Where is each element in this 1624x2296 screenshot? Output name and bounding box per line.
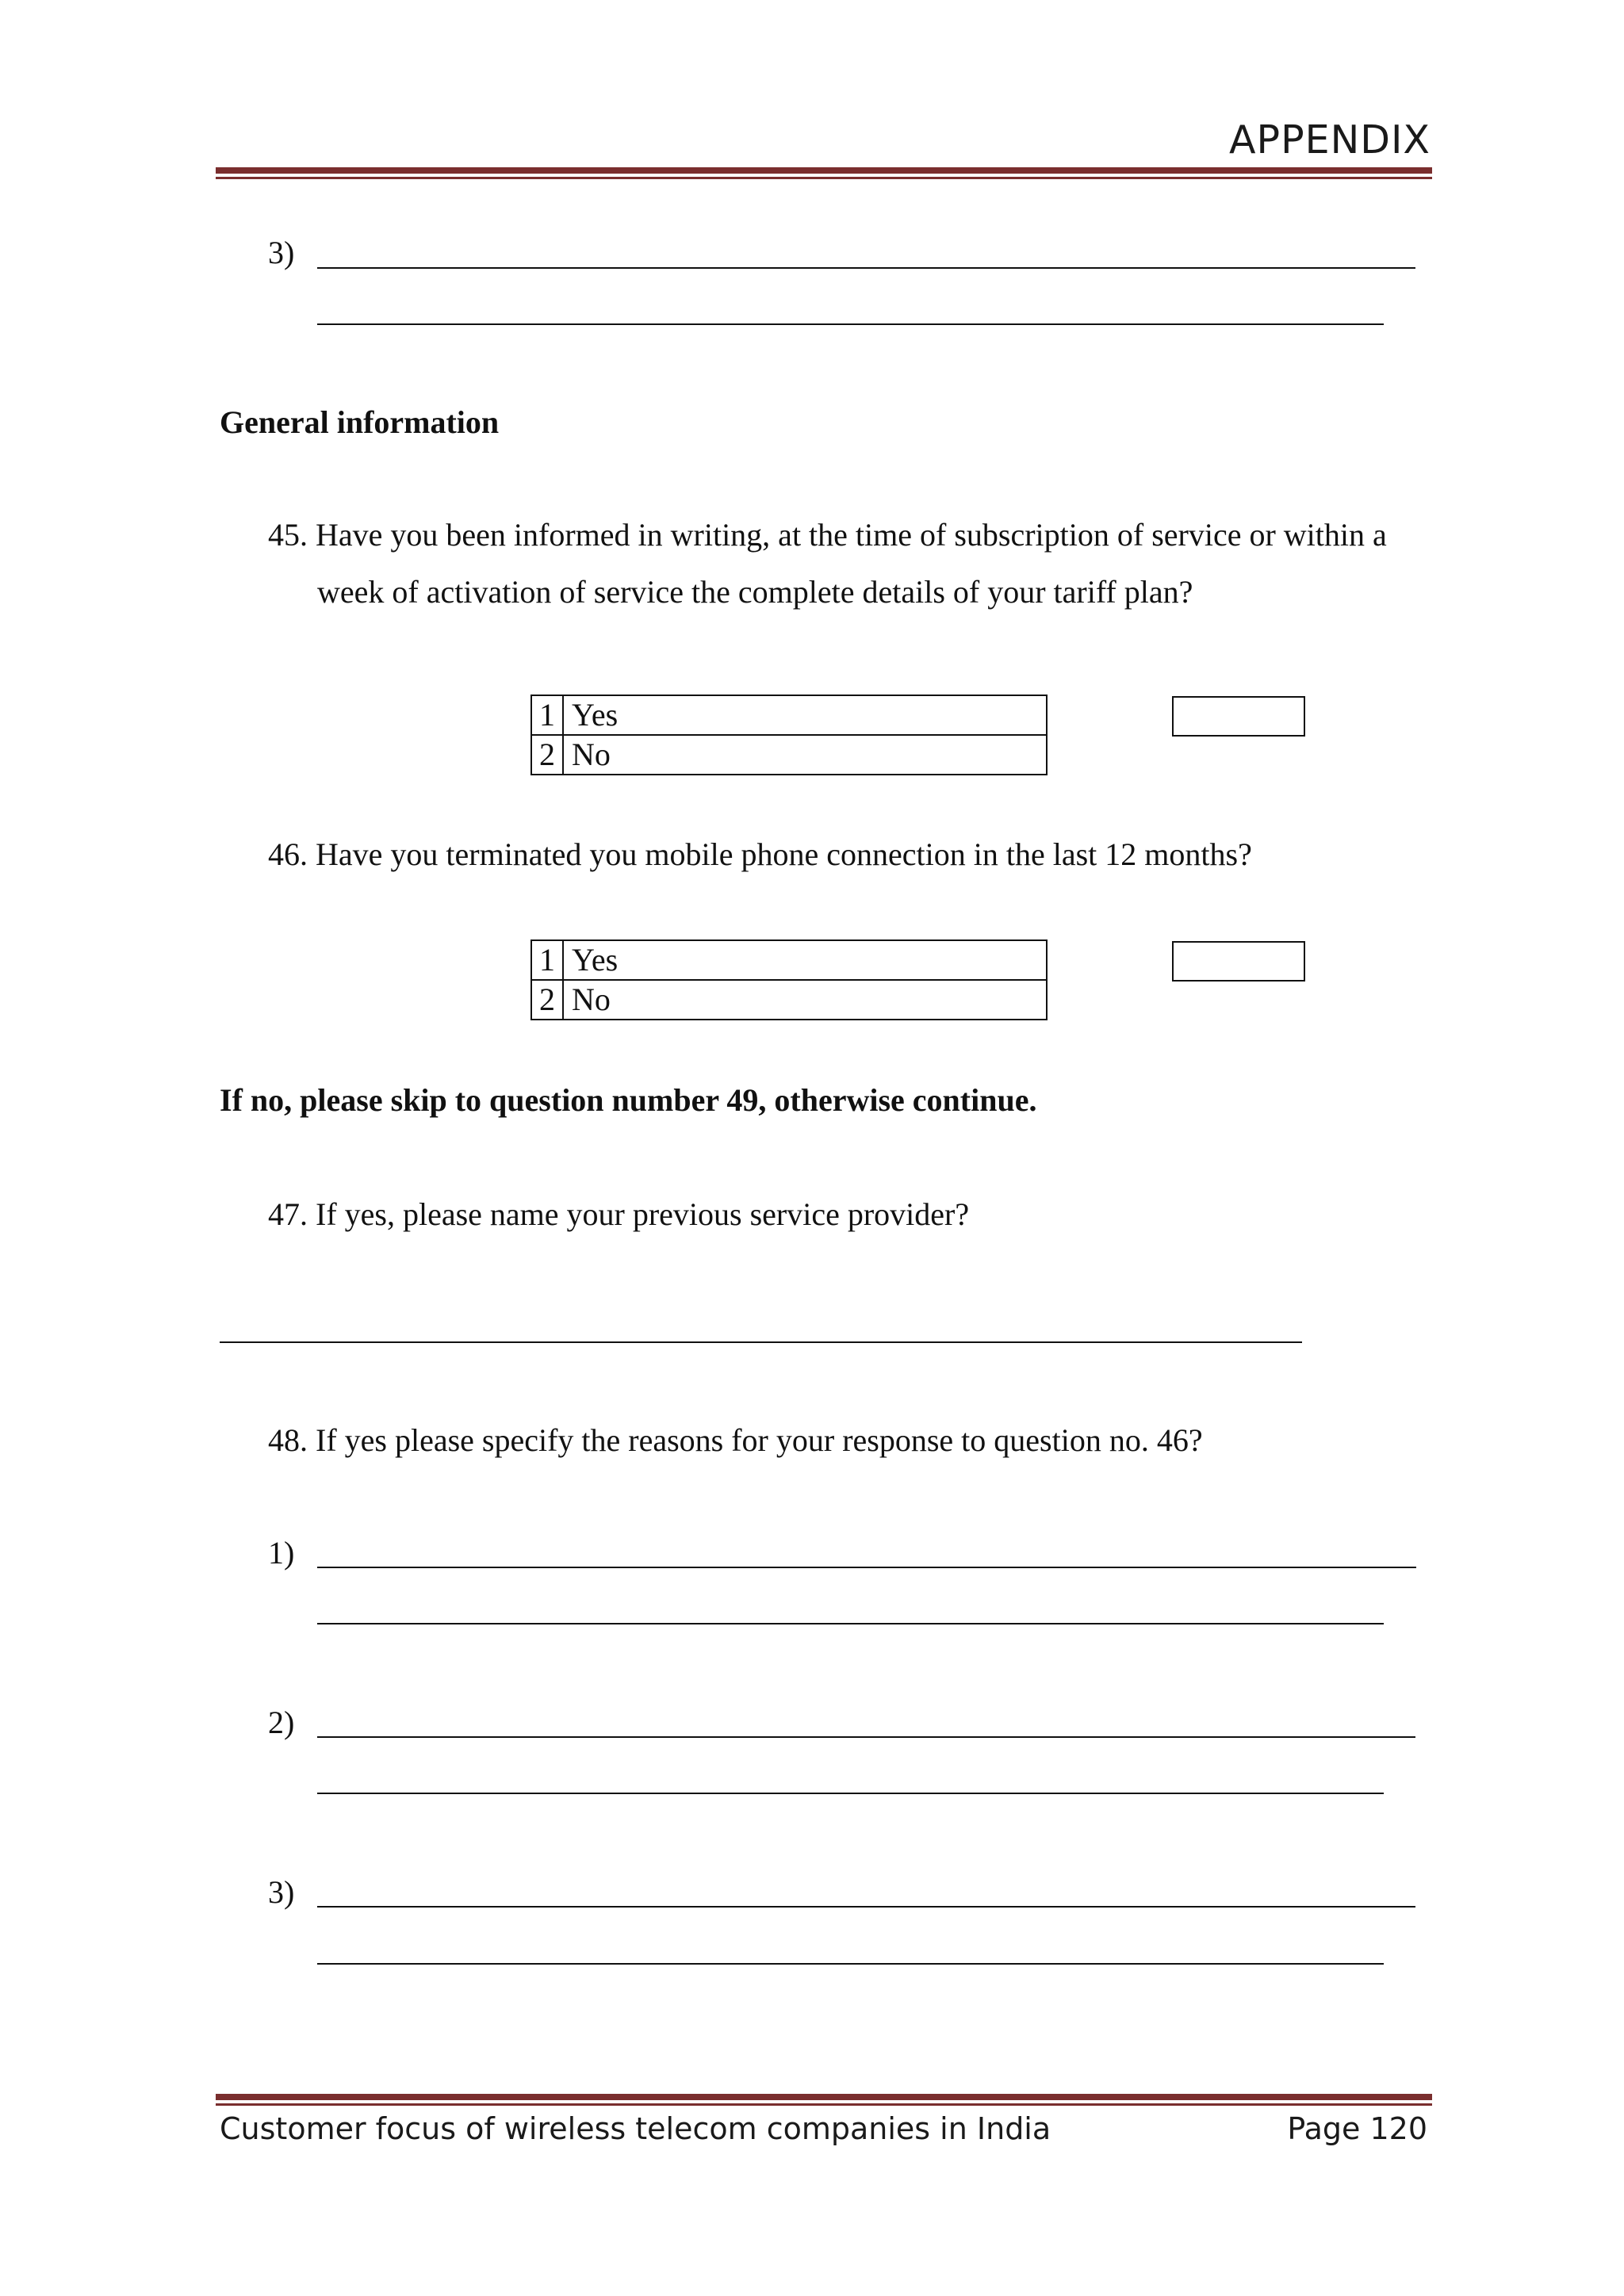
reason-answer-line[interactable] [317, 1906, 1415, 1908]
question-45-line-1: 45. Have you been informed in writing, at the time of subscription of service or within a [268, 517, 1387, 553]
reason-answer-line[interactable] [317, 1963, 1384, 1965]
question-46-text: 46. Have you terminated you mobile phone connection in the last 12 months? [268, 836, 1252, 872]
option-number: 1 [531, 695, 563, 735]
question-47-answer-line[interactable] [220, 1341, 1302, 1343]
option-label: No [563, 980, 1047, 1020]
question-46-answer-box[interactable] [1172, 941, 1305, 982]
question-46-options-table [530, 939, 1048, 1020]
option-row[interactable] [531, 695, 1047, 735]
question-48-text: 48. If yes please specify the reasons for your response to question no. 46? [268, 1422, 1203, 1458]
reason-item-number: 1) [268, 1535, 295, 1571]
footer-rule [216, 2094, 1432, 2100]
question-45-answer-box[interactable] [1172, 696, 1305, 737]
header-rule-thin [216, 177, 1432, 179]
option-label: Yes [563, 695, 1047, 735]
header-rule [216, 167, 1432, 174]
question-45-line-2: week of activation of service the complete details of your tariff plan? [317, 574, 1193, 610]
prev-item-number: 3) [268, 235, 295, 270]
footer-rule-thin [216, 2103, 1432, 2106]
answer-line[interactable] [317, 323, 1384, 325]
reason-answer-line[interactable] [317, 1793, 1384, 1794]
section-heading: General information [220, 404, 500, 440]
option-row[interactable] [531, 980, 1047, 1020]
skip-instruction: If no, please skip to question number 49, otherwise continue. [220, 1082, 1037, 1118]
reason-answer-line[interactable] [317, 1736, 1415, 1738]
option-number: 2 [531, 980, 563, 1020]
footer-page-number: Page 120 [1287, 2111, 1427, 2146]
reason-answer-line[interactable] [317, 1623, 1384, 1624]
reason-item-number: 2) [268, 1705, 295, 1740]
option-label: No [563, 735, 1047, 775]
option-row[interactable] [531, 735, 1047, 775]
question-45-options-table [530, 695, 1048, 775]
option-label: Yes [563, 940, 1047, 980]
reason-answer-line[interactable] [317, 1567, 1416, 1568]
page-header-title: APPENDIX [1229, 117, 1431, 163]
option-number: 1 [531, 940, 563, 980]
option-row[interactable] [531, 940, 1047, 980]
footer-document-title: Customer focus of wireless telecom companies in India [220, 2111, 1051, 2146]
reason-item-number: 3) [268, 1874, 295, 1910]
question-47-text: 47. If yes, please name your previous service provider? [268, 1196, 970, 1232]
answer-line[interactable] [317, 267, 1415, 269]
option-number: 2 [531, 735, 563, 775]
